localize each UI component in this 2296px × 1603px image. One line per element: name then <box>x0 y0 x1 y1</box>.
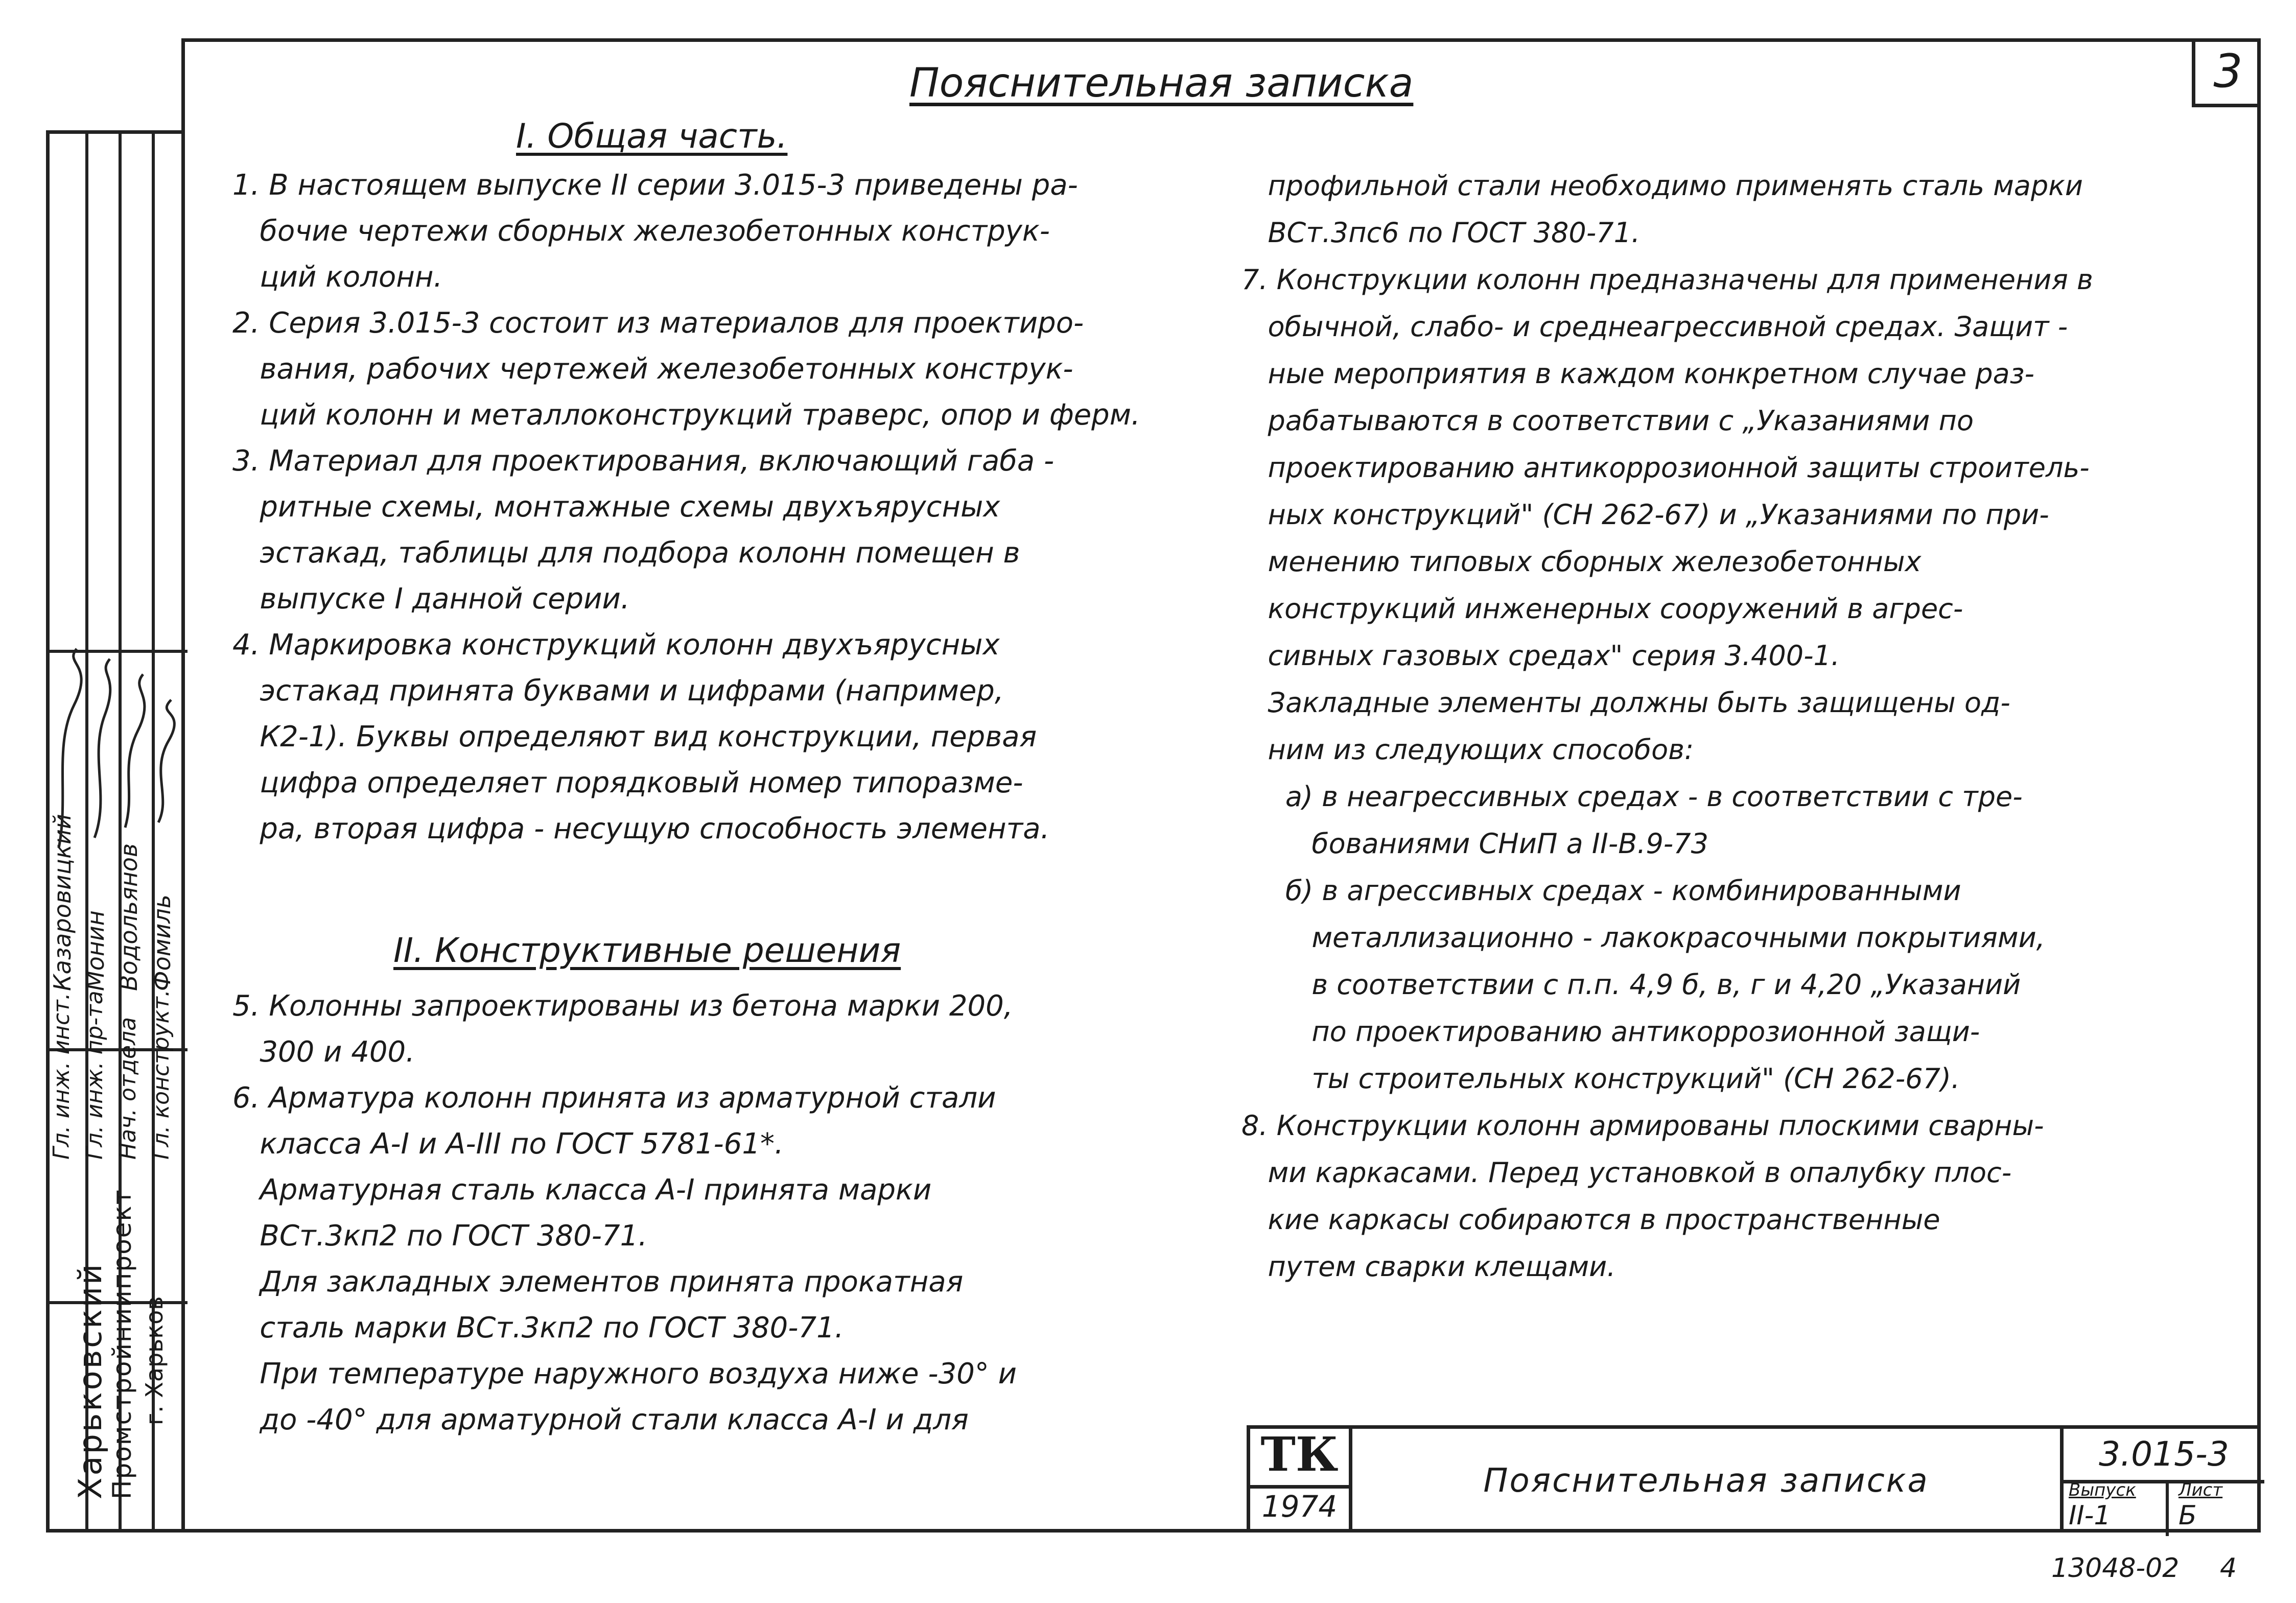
stamp-role-4: Гл. конструкт. <box>148 989 174 1160</box>
text-line: 300 и 400. <box>232 1035 415 1069</box>
text-line: путем сварки клещами. <box>1241 1251 1616 1283</box>
text-line: эстакад, таблицы для подбора колонн помещен в <box>232 536 1020 570</box>
text-line: б) в агрессивных средах - комбинированными <box>1241 875 1961 907</box>
sheet-value: Б <box>2178 1500 2197 1531</box>
right-column-text <box>1241 162 2093 1290</box>
left-column-text <box>232 162 1140 852</box>
text-line: по проектированию антикоррозионной защи- <box>1241 1016 1980 1048</box>
stamp-role-3: Нач. отдела <box>115 1017 141 1160</box>
stamp-name-2: Монин <box>82 910 109 991</box>
text-line: сталь марки ВСт.3кп2 по ГОСТ 380-71. <box>232 1311 844 1345</box>
stamp-name-1: Казаровицкий <box>49 814 76 991</box>
issue-cell <box>2069 1480 2161 1536</box>
title-block-meta <box>2060 1429 2264 1533</box>
text-line: 2. Серия 3.015-3 состоит из материалов для проектиро- <box>232 307 1084 340</box>
sheet-number: 3 <box>2192 38 2261 107</box>
section-heading-structural: II. Конструктивные решения <box>393 931 901 970</box>
series-code: 3.015-3 <box>2064 1429 2264 1483</box>
title-block-year: 1974 <box>1261 1489 1338 1524</box>
text-line: класса А-I и А-III по ГОСТ 5781-61*. <box>232 1127 784 1161</box>
text-line: 1. В настоящем выпуске II серии 3.015-3 приведены ра- <box>232 169 1078 202</box>
text-line: в соответствии с п.п. 4,9 б, в, г и 4,20 „Указаний <box>1241 969 2021 1001</box>
left-column-text-2 <box>232 983 1017 1443</box>
text-line: ВСт.3кп2 по ГОСТ 380-71. <box>232 1219 648 1253</box>
text-line: При температуре наружного воздуха ниже -30° и <box>232 1357 1017 1390</box>
text-line: ных конструкций" (СН 262-67) и „Указаниями по при- <box>1241 499 2049 531</box>
sheet-cell <box>2178 1480 2260 1536</box>
stamp-role-2: Гл. инж. пр-та <box>82 991 108 1160</box>
footer-page-number: 4 <box>2220 1553 2237 1584</box>
stamp-role-1: Гл. инж. инст. <box>49 993 75 1160</box>
sheet-label: Лист <box>2178 1480 2223 1500</box>
org-city: г. Харьков <box>140 1296 168 1425</box>
stamp-name-3: Водольянов <box>115 843 143 991</box>
text-line: эстакад принята буквами и цифрами (например, <box>232 674 1004 708</box>
text-line: бочие чертежи сборных железобетонных конструк- <box>232 215 1050 248</box>
text-line: 8. Конструкции колонн армированы плоскими сварны- <box>1241 1110 2044 1142</box>
issue-label: Выпуск <box>2069 1480 2136 1500</box>
text-line: цифра определяет порядковый номер типоразме- <box>232 766 1023 799</box>
text-line: бованиями СНиП а II-В.9-73 <box>1241 828 1708 860</box>
text-line: обычной, слабо- и среднеагрессивной средах. Защит - <box>1241 311 2068 343</box>
text-line: Для закладных элементов принята прокатная <box>232 1265 964 1299</box>
text-line: ритные схемы, монтажные схемы двухъярусных <box>232 490 1000 524</box>
text-line: 4. Маркировка конструкций колонн двухъярусных <box>232 628 1000 662</box>
title-block-logo <box>1250 1429 1352 1533</box>
text-line: рабатываются в соответствии с „Указаниями по <box>1241 405 1974 437</box>
text-line: сивных газовых средах" серия 3.400-1. <box>1241 640 1840 672</box>
text-line: ций колонн. <box>232 261 443 294</box>
text-line: ми каркасами. Перед установкой в опалубку плос- <box>1241 1157 2012 1189</box>
text-line: ты строительных конструкций" (СН 262-67). <box>1241 1063 1960 1095</box>
text-line: металлизационно - лакокрасочными покрытиями, <box>1241 922 2045 954</box>
title-block-title: Пояснительная записка <box>1483 1461 1929 1500</box>
text-line: а) в неагрессивных средах - в соответствии с тре- <box>1241 781 2023 813</box>
text-line: 6. Арматура колонн принята из арматурной стали <box>232 1081 996 1115</box>
section-heading-general: I. Общая часть. <box>516 116 788 156</box>
stamp-name-4: Фомиль <box>148 894 176 991</box>
text-line: 7. Конструкции колонн предназначены для применения в <box>1241 264 2093 296</box>
text-line: до -40° для арматурной стали класса А-I и для <box>232 1403 969 1436</box>
signature-marks <box>49 644 181 858</box>
text-line: ВСт.3пс6 по ГОСТ 380-71. <box>1241 217 1641 249</box>
page-title: Пояснительная записка <box>909 60 1414 106</box>
org-institute: Промстройниипроект <box>107 1189 137 1499</box>
text-line: выпуске I данной серии. <box>232 582 630 616</box>
text-line: 5. Колонны запроектированы из бетона марки 200, <box>232 989 1013 1023</box>
title-block <box>1247 1425 2261 1533</box>
text-line: Закладные элементы должны быть защищены од- <box>1241 687 2010 719</box>
inventory-number: 13048-02 <box>2051 1553 2180 1584</box>
text-line: ним из следующих способов: <box>1241 734 1694 766</box>
text-line: ций колонн и металлоконструкций траверс, опор и ферм. <box>232 398 1140 432</box>
text-line: Арматурная сталь класса А-I принята марки <box>232 1173 932 1207</box>
tk-mark: ТК <box>1250 1429 1349 1489</box>
text-line: ра, вторая цифра - несущую способность элемента. <box>232 812 1050 845</box>
text-line: профильной стали необходимо применять сталь марки <box>1241 170 2083 202</box>
text-line: конструкций инженерных сооружений в агрес- <box>1241 593 1963 625</box>
text-line: ные мероприятия в каждом конкретном случае раз- <box>1241 358 2034 390</box>
text-line: менению типовых сборных железобетонных <box>1241 546 1922 578</box>
text-line: вания, рабочих чертежей железобетонных конструк- <box>232 352 1073 386</box>
org-name: Харьковский <box>72 1262 109 1499</box>
text-line: 3. Материал для проектирования, включающий габа - <box>232 444 1055 478</box>
text-line: К2-1). Буквы определяют вид конструкции, первая <box>232 720 1037 753</box>
text-line: кие каркасы собираются в пространственные <box>1241 1204 1940 1236</box>
text-line: проектированию антикоррозионной защиты строитель- <box>1241 452 2090 484</box>
issue-value: II-1 <box>2069 1500 2111 1531</box>
